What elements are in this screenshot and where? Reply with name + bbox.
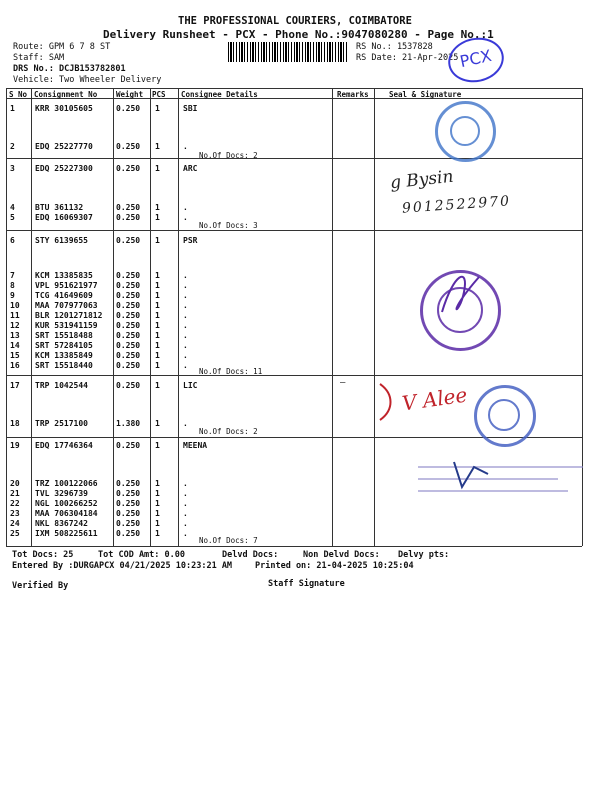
row-pcs: 1 <box>155 281 160 290</box>
row-consignee: . <box>183 351 188 360</box>
row-consignee: ARC <box>183 164 198 173</box>
row-weight: 0.250 <box>116 499 141 508</box>
row-weight: 0.250 <box>116 331 141 340</box>
row-weight: 0.250 <box>116 281 141 290</box>
company-title: THE PROFESSIONAL COURIERS, COIMBATORE <box>178 15 412 27</box>
row-consignment-no: TVL 3296739 <box>35 489 88 498</box>
row-sno: 16 <box>10 361 20 370</box>
handwritten-signature-1: g Bysin <box>389 166 455 194</box>
col-sno: S No <box>9 90 28 99</box>
row-weight: 0.250 <box>116 236 141 245</box>
row-pcs: 1 <box>155 291 160 300</box>
row-weight: 0.250 <box>116 351 141 360</box>
row-consignee: . <box>183 291 188 300</box>
row-consignee: . <box>183 301 188 310</box>
row-weight: 0.250 <box>116 271 141 280</box>
row-pcs: 1 <box>155 351 160 360</box>
printed-on: Printed on: 21-04-2025 10:25:04 <box>255 561 414 571</box>
row-pcs: 1 <box>155 499 160 508</box>
red-bracket-mark <box>372 382 402 422</box>
row-consignee: LIC <box>183 381 198 390</box>
row-sno: 6 <box>10 236 15 245</box>
row-weight: 0.250 <box>116 441 141 450</box>
row-sno: 14 <box>10 341 20 350</box>
row-sno: 3 <box>10 164 15 173</box>
row-sno: 2 <box>10 142 15 151</box>
row-pcs: 1 <box>155 142 160 151</box>
handwritten-signature-3: V Alee <box>400 382 469 416</box>
col-seal-signature: Seal & Signature <box>389 90 462 99</box>
barcode <box>228 42 348 62</box>
row-weight: 0.250 <box>116 213 141 222</box>
row-weight: 1.380 <box>116 419 141 428</box>
row-consignee: . <box>183 331 188 340</box>
signature-scribble-4 <box>448 452 498 502</box>
route-label: Route: GPM 6 7 8 ST <box>13 42 111 52</box>
entered-by: Entered By :DURGAPCX 04/21/2025 10:23:21 AM <box>12 561 233 571</box>
row-pcs: 1 <box>155 311 160 320</box>
row-sno: 24 <box>10 519 20 528</box>
row-weight: 0.250 <box>116 164 141 173</box>
row-sno: 22 <box>10 499 20 508</box>
row-weight: 0.250 <box>116 321 141 330</box>
vehicle-label: Vehicle: Two Wheeler Delivery <box>13 75 162 85</box>
row-consignment-no: IXM 508225611 <box>35 529 98 538</box>
doc-count-group-2: No.Of Docs: 3 <box>199 221 258 230</box>
row-pcs: 1 <box>155 236 160 245</box>
row-weight: 0.250 <box>116 489 141 498</box>
row-weight: 0.250 <box>116 142 141 151</box>
seal-stamp-3 <box>474 385 536 447</box>
row-consignee: MEENA <box>183 441 208 450</box>
row-consignee: . <box>183 142 188 151</box>
row-consignment-no: SRT 15518440 <box>35 361 93 370</box>
row-sno: 12 <box>10 321 20 330</box>
row-consignment-no: EDQ 17746364 <box>35 441 93 450</box>
row-consignee: . <box>183 529 188 538</box>
row-consignee: . <box>183 321 188 330</box>
row-sno: 1 <box>10 104 15 113</box>
row-consignment-no: MAA 707977063 <box>35 301 98 310</box>
row-pcs: 1 <box>155 271 160 280</box>
row-pcs: 1 <box>155 419 160 428</box>
remarks-mark: — <box>340 378 346 388</box>
row-consignee: . <box>183 203 188 212</box>
row-consignment-no: KCM 13385849 <box>35 351 93 360</box>
row-sno: 9 <box>10 291 15 300</box>
row-pcs: 1 <box>155 164 160 173</box>
row-consignment-no: SRT 57284105 <box>35 341 93 350</box>
row-pcs: 1 <box>155 331 160 340</box>
row-pcs: 1 <box>155 361 160 370</box>
row-weight: 0.250 <box>116 361 141 370</box>
row-sno: 19 <box>10 441 20 450</box>
row-weight: 0.250 <box>116 104 141 113</box>
row-consignee: . <box>183 499 188 508</box>
total-docs: Tot Docs: 25 <box>12 550 74 560</box>
row-sno: 23 <box>10 509 20 518</box>
verified-by: Verified By <box>12 581 69 591</box>
non-delivered-docs: Non Delvd Docs: <box>303 550 380 560</box>
row-sno: 13 <box>10 331 20 340</box>
row-weight: 0.250 <box>116 479 141 488</box>
row-consignment-no: TCG 41649609 <box>35 291 93 300</box>
row-pcs: 1 <box>155 441 160 450</box>
row-sno: 11 <box>10 311 20 320</box>
row-consignee: . <box>183 271 188 280</box>
row-pcs: 1 <box>155 509 160 518</box>
row-consignee: . <box>183 509 188 518</box>
row-consignee: . <box>183 311 188 320</box>
row-sno: 5 <box>10 213 15 222</box>
signature-scribble-2 <box>434 262 489 322</box>
row-sno: 10 <box>10 301 20 310</box>
row-pcs: 1 <box>155 321 160 330</box>
row-weight: 0.250 <box>116 381 141 390</box>
row-weight: 0.250 <box>116 341 141 350</box>
drs-number: DRS No.: DCJB153782801 <box>13 64 126 74</box>
pcx-stamp-text: PCX <box>458 45 494 72</box>
row-sno: 18 <box>10 419 20 428</box>
row-sno: 17 <box>10 381 20 390</box>
faded-company-stamp <box>418 458 583 504</box>
row-consignment-no: NGL 100266252 <box>35 499 98 508</box>
row-weight: 0.250 <box>116 311 141 320</box>
row-pcs: 1 <box>155 519 160 528</box>
rs-date: RS Date: 21-Apr-2025 <box>356 53 459 63</box>
row-consignee: . <box>183 419 188 428</box>
runsheet-subtitle: Delivery Runsheet - PCX - Phone No.:9047080280 - Page No.:1 <box>103 28 494 41</box>
row-sno: 4 <box>10 203 15 212</box>
row-consignment-no: BLR 1201271812 <box>35 311 103 320</box>
row-weight: 0.250 <box>116 291 141 300</box>
row-weight: 0.250 <box>116 203 141 212</box>
row-consignment-no: EDQ 16069307 <box>35 213 93 222</box>
row-consignee: . <box>183 341 188 350</box>
staff-signature: Staff Signature <box>268 579 345 589</box>
col-consignee: Consignee Details <box>181 90 258 99</box>
doc-count-group-5: No.Of Docs: 7 <box>199 536 258 545</box>
row-sno: 20 <box>10 479 20 488</box>
row-pcs: 1 <box>155 301 160 310</box>
col-weight: Weight <box>116 90 144 99</box>
row-pcs: 1 <box>155 529 160 538</box>
row-consignee: SBI <box>183 104 198 113</box>
row-sno: 25 <box>10 529 20 538</box>
row-consignee: . <box>183 479 188 488</box>
row-consignment-no: TRP 1042544 <box>35 381 88 390</box>
row-consignment-no: KUR 531941159 <box>35 321 98 330</box>
row-weight: 0.250 <box>116 519 141 528</box>
row-consignment-no: NKL 8367242 <box>35 519 88 528</box>
staff-label: Staff: SAM <box>13 53 65 63</box>
row-pcs: 1 <box>155 203 160 212</box>
col-remarks: Remarks <box>337 90 369 99</box>
row-sno: 21 <box>10 489 20 498</box>
handwritten-phone: 9012522970 <box>401 193 512 217</box>
row-consignment-no: EDQ 25227300 <box>35 164 93 173</box>
row-consignment-no: BTU 361132 <box>35 203 84 212</box>
row-consignee: . <box>183 281 188 290</box>
row-sno: 15 <box>10 351 20 360</box>
row-consignment-no: TRP 2517100 <box>35 419 88 428</box>
row-consignee: . <box>183 519 188 528</box>
total-cod: Tot COD Amt: 0.00 <box>98 550 185 560</box>
seal-stamp-1 <box>435 101 496 162</box>
row-consignee: . <box>183 213 188 222</box>
row-pcs: 1 <box>155 341 160 350</box>
row-consignee: . <box>183 361 188 370</box>
row-consignee: . <box>183 489 188 498</box>
doc-count-group-1: No.Of Docs: 2 <box>199 151 258 160</box>
doc-count-group-3: No.Of Docs: 11 <box>199 367 263 376</box>
row-weight: 0.250 <box>116 301 141 310</box>
row-sno: 8 <box>10 281 15 290</box>
row-pcs: 1 <box>155 213 160 222</box>
col-consignment: Consignment No <box>34 90 98 99</box>
delivered-docs: Delvd Docs: <box>222 550 279 560</box>
row-pcs: 1 <box>155 489 160 498</box>
row-consignee: PSR <box>183 236 198 245</box>
row-consignment-no: VPL 951621977 <box>35 281 98 290</box>
delivery-points: Delvy pts: <box>398 550 450 560</box>
row-consignment-no: STY 6139655 <box>35 236 88 245</box>
row-consignment-no: KCM 13385835 <box>35 271 93 280</box>
row-sno: 7 <box>10 271 15 280</box>
row-pcs: 1 <box>155 479 160 488</box>
row-weight: 0.250 <box>116 509 141 518</box>
row-consignment-no: KRR 30105605 <box>35 104 93 113</box>
doc-count-group-4: No.Of Docs: 2 <box>199 427 258 436</box>
row-consignment-no: SRT 15518488 <box>35 331 93 340</box>
col-pcs: PCS <box>152 90 166 99</box>
row-consignment-no: TRZ 100122066 <box>35 479 98 488</box>
row-pcs: 1 <box>155 104 160 113</box>
row-consignment-no: EDQ 25227770 <box>35 142 93 151</box>
row-weight: 0.250 <box>116 529 141 538</box>
row-consignment-no: MAA 706304184 <box>35 509 98 518</box>
row-pcs: 1 <box>155 381 160 390</box>
rs-number: RS No.: 1537828 <box>356 42 433 52</box>
